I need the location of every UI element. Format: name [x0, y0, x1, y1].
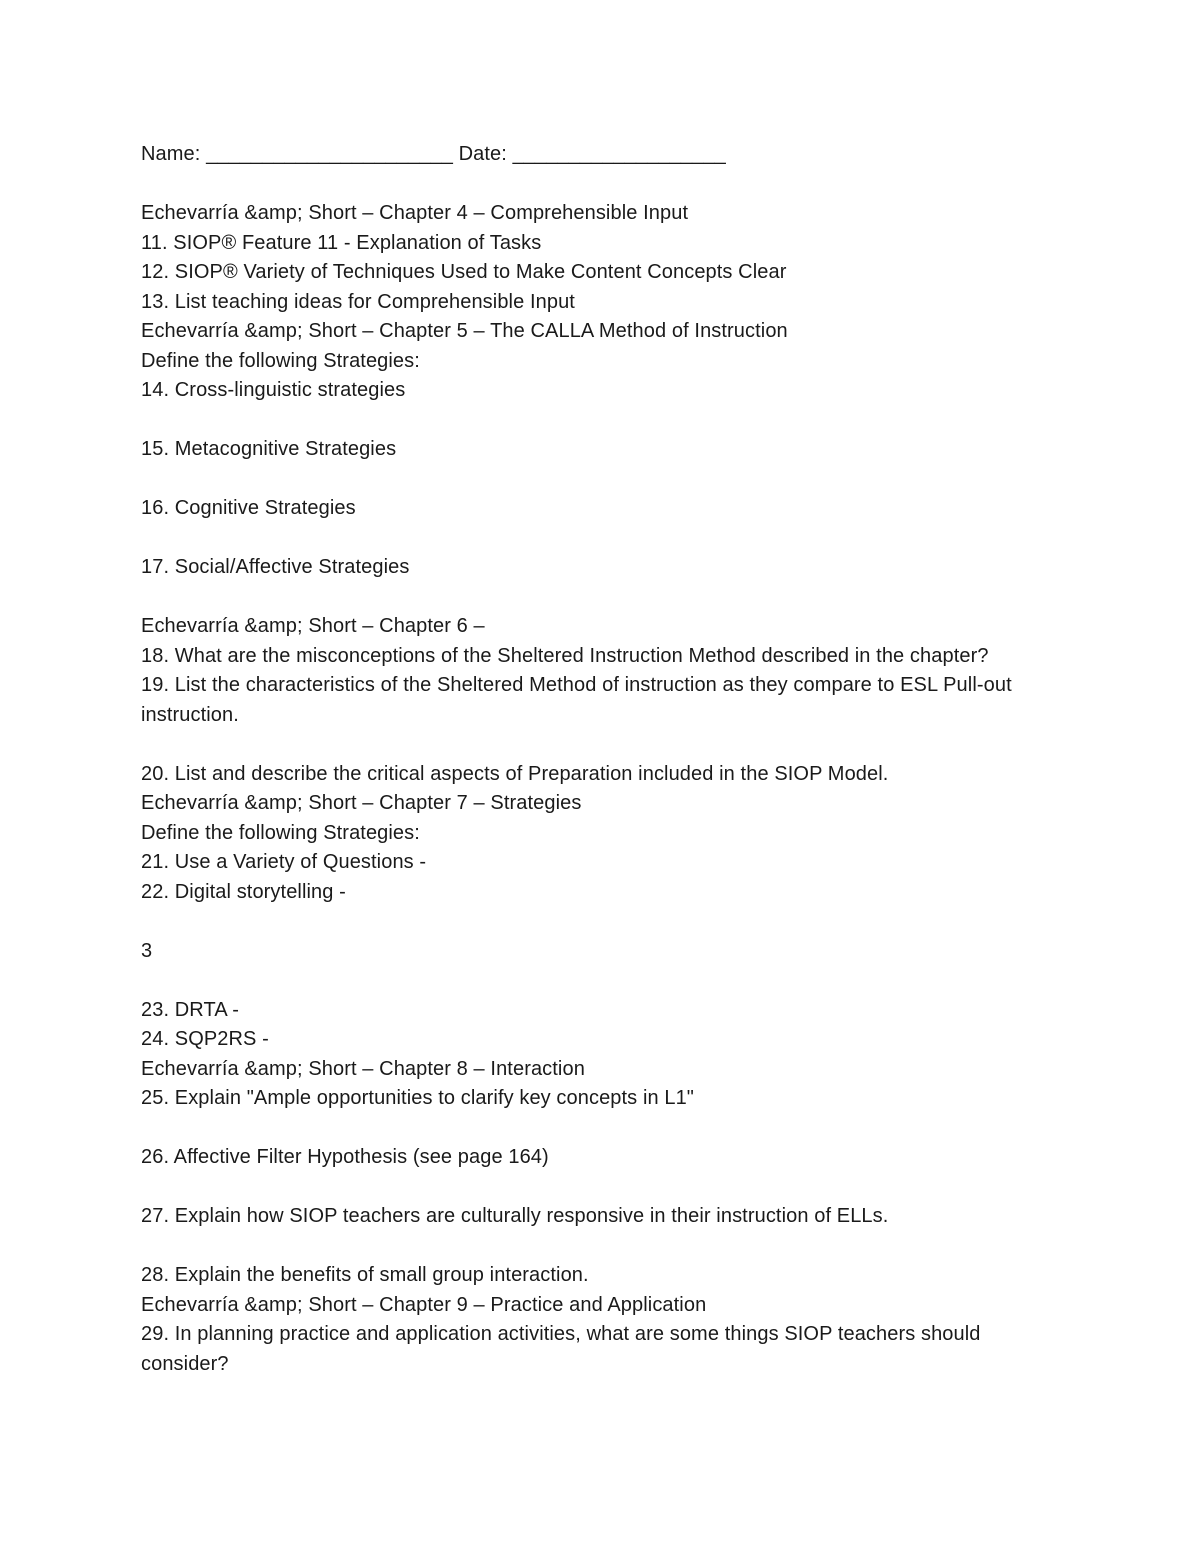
chapter5-instruction: Define the following Strategies: [141, 349, 420, 372]
question-27: 27. Explain how SIOP teachers are culturally responsive in their instruction of ELLs. [141, 1205, 889, 1227]
chapter4-heading: Echevarría &amp; Short – Chapter 4 – Comprehensible Input [141, 202, 689, 224]
spacer [141, 406, 1021, 436]
question-28: 28. Explain the benefits of small group interaction. [141, 1264, 589, 1286]
chapter6-heading: Echevarría &amp; Short – Chapter 6 – [141, 615, 485, 637]
chapter9-heading: Echevarría &amp; Short – Chapter 9 – Practice and Application [141, 1293, 707, 1316]
question-19: 19. List the characteristics of the Sheltered Method of instruction as they compare to ESL Pull-out instruction. [141, 674, 1018, 726]
spacer [141, 907, 1021, 937]
question-18: 18. What are the misconceptions of the Sheltered Instruction Method described in the chapter? [141, 644, 989, 667]
question-22: 22. Digital storytelling - [141, 880, 346, 903]
question-12: 12. SIOP® Variety of Techniques Used to Make Content Concepts Clear [141, 261, 787, 283]
spacer [141, 170, 1021, 200]
chapter7-heading: Echevarría &amp; Short – Chapter 7 – Strategies [141, 792, 582, 814]
question-16: 16. Cognitive Strategies [141, 497, 356, 519]
chapter7-instruction: Define the following Strategies: [141, 821, 420, 844]
spacer [141, 583, 1021, 613]
question-26: 26. Affective Filter Hypothesis (see page 164) [141, 1146, 549, 1168]
question-29: 29. In planning practice and application activities, what are some things SIOP teachers should consider? [141, 1323, 987, 1375]
page-number: 3 [141, 939, 153, 962]
question-23: 23. DRTA - [141, 998, 240, 1021]
question-21: 21. Use a Variety of Questions - [141, 851, 427, 873]
question-15: 15. Metacognitive Strategies [141, 438, 397, 460]
spacer [141, 1232, 1021, 1262]
chapter5-heading: Echevarría &amp; Short – Chapter 5 – The CALLA Method of Instruction [141, 320, 788, 342]
chapter8-heading: Echevarría &amp; Short – Chapter 8 – Interaction [141, 1057, 585, 1080]
question-24: 24. SQP2RS - [141, 1028, 269, 1050]
question-14: 14. Cross-linguistic strategies [141, 379, 406, 401]
name-date-line: Name: ______________________ Date: ___________________ [141, 143, 726, 165]
document-page [141, 140, 1021, 1379]
spacer [141, 966, 1021, 996]
spacer [141, 1173, 1021, 1203]
question-13: 13. List teaching ideas for Comprehensible Input [141, 290, 575, 313]
spacer [141, 730, 1021, 760]
spacer [141, 465, 1021, 495]
question-25: 25. Explain "Ample opportunities to clarify key concepts in L1" [141, 1087, 695, 1109]
question-17: 17. Social/Affective Strategies [141, 556, 410, 578]
spacer [141, 1114, 1021, 1144]
question-11: 11. SIOP® Feature 11 - Explanation of Tasks [141, 231, 542, 254]
spacer [141, 524, 1021, 554]
question-20: 20. List and describe the critical aspects of Preparation included in the SIOP Model. [141, 762, 889, 785]
